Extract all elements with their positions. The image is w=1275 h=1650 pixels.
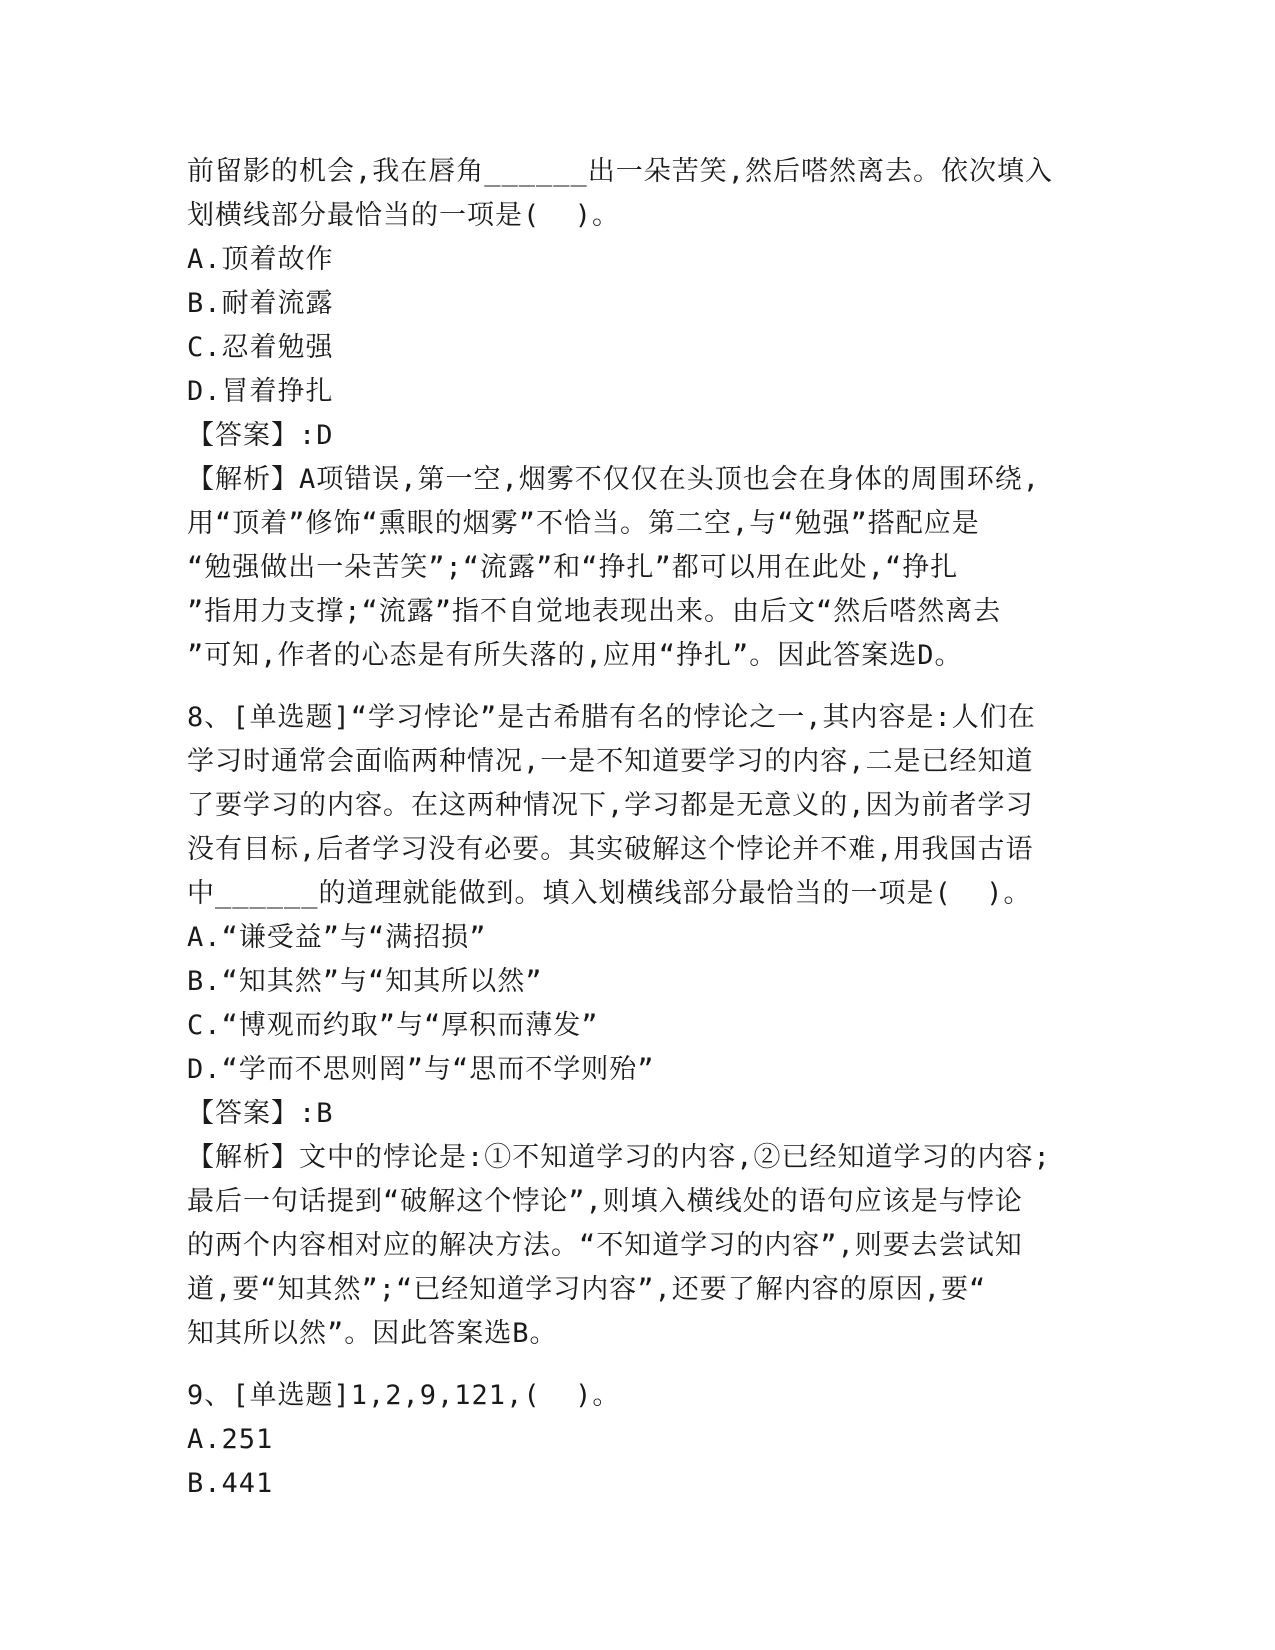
question-9	[187, 1374, 1087, 1506]
question-stem-line: 8、[单选题]“学习悖论”是古希腊有名的悖论之一,其内容是:人们在	[187, 702, 1036, 733]
analysis-line: ”可知,作者的心态是有所失落的,应用“挣扎”。因此答案选D。	[187, 640, 963, 671]
question-stem-line: 前留影的机会,我在唇角______出一朵苦笑,然后嗒然离去。依次填入	[187, 156, 1054, 187]
analysis-line: 知其所以然”。因此答案选B。	[187, 1318, 558, 1349]
spacer	[187, 1356, 1087, 1374]
option-a: A.“谦受益”与“满招损”	[187, 922, 487, 953]
question-8	[187, 696, 1087, 1356]
option-b: B.“知其然”与“知其所以然”	[187, 966, 543, 997]
answer-line: 【答案】:B	[187, 1098, 334, 1129]
document-page	[187, 150, 1087, 1506]
question-stem-line: 学习时通常会面临两种情况,一是不知道要学习的内容,二是已经知道	[187, 746, 1034, 777]
option-a: A.251	[187, 1424, 274, 1455]
analysis-line: 最后一句话提到“破解这个悖论”,则填入横线处的语句应该是与悖论	[187, 1186, 1023, 1217]
question-stem-line: 了要学习的内容。在这两种情况下,学习都是无意义的,因为前者学习	[187, 790, 1034, 821]
question-stem-line: 中______的道理就能做到。填入划横线部分最恰当的一项是( )。	[187, 878, 1032, 909]
analysis-line: 【解析】A项错误,第一空,烟雾不仅仅在头顶也会在身体的周围环绕,	[187, 464, 1041, 495]
analysis-line: “勉强做出一朵苦笑”;“流露”和“挣扎”都可以用在此处,“挣扎	[187, 552, 959, 583]
spacer	[187, 678, 1087, 696]
analysis-line: 【解析】文中的悖论是:①不知道学习的内容,②已经知道学习的内容;	[187, 1142, 1051, 1173]
option-d: D.“学而不思则罔”与“思而不学则殆”	[187, 1054, 655, 1085]
answer-line: 【答案】:D	[187, 420, 334, 451]
option-c: C.忍着勉强	[187, 332, 334, 363]
question-stem-line: 9、[单选题]1,2,9,121,( )。	[187, 1380, 621, 1411]
option-a: A.顶着故作	[187, 244, 334, 275]
question-7-tail	[187, 150, 1087, 678]
option-c: C.“博观而约取”与“厚积而薄发”	[187, 1010, 599, 1041]
option-b: B.耐着流露	[187, 288, 334, 319]
question-stem-line: 没有目标,后者学习没有必要。其实破解这个悖论并不难,用我国古语	[187, 834, 1034, 865]
analysis-line: ”指用力支撑;“流露”指不自觉地表现出来。由后文“然后嗒然离去	[187, 596, 1002, 627]
analysis-line: 用“顶着”修饰“熏眼的烟雾”不恰当。第二空,与“勉强”搭配应是	[187, 508, 980, 539]
option-d: D.冒着挣扎	[187, 376, 334, 407]
analysis-line: 的两个内容相对应的解决方法。“不知道学习的内容”,则要去尝试知	[187, 1230, 1023, 1261]
option-b: B.441	[187, 1468, 274, 1499]
analysis-line: 道,要“知其然”;“已经知道学习内容”,还要了解内容的原因,要“	[187, 1274, 987, 1305]
question-stem-line: 划横线部分最恰当的一项是( )。	[187, 200, 621, 231]
